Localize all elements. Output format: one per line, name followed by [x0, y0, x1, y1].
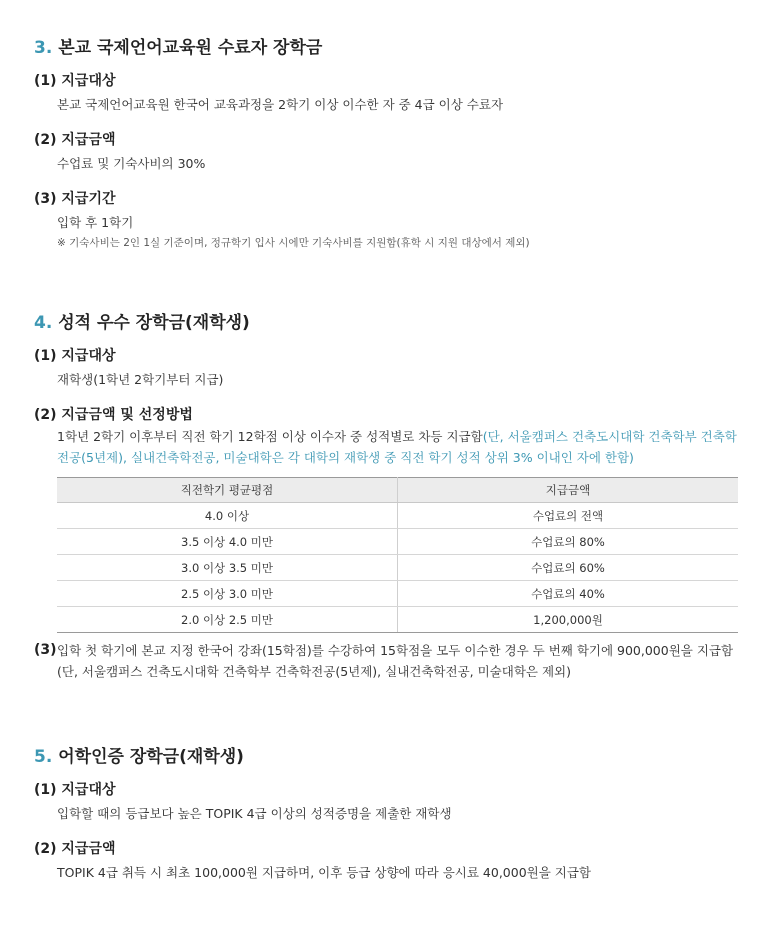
section-4-item-2-paragraph: [57, 426, 747, 468]
table-header-amount: 지급금액: [398, 478, 739, 503]
section-4-number: 4.: [34, 313, 53, 333]
table-cell-amount: 수업료의 60%: [398, 555, 739, 581]
section-3-title-text: 본교 국제언어교육원 수료자 장학금: [58, 38, 323, 58]
section-3-item-2-label: (2) 지급금액: [34, 132, 116, 148]
section-3-item-1-text: 본교 국제언어교육원 한국어 교육과정을 2학기 이상 이수한 자 중 4급 이상 수료자: [57, 97, 504, 112]
section-3-item-3-text: 입학 후 1학기: [57, 215, 134, 230]
table-cell-amount: 수업료의 전액: [398, 503, 739, 529]
section-4-item-3-label: (3): [34, 642, 57, 658]
section-5-item-2-text: TOPIK 4급 취득 시 최초 100,000원 지급하며, 이후 등급 상향에 따라 응시료 40,000원을 지급함: [57, 865, 592, 880]
table-cell-amount: 수업료의 40%: [398, 581, 739, 607]
section-5-item-2-label: (2) 지급금액: [34, 841, 116, 857]
section-3-number: 3.: [34, 38, 53, 58]
section-5-title: [34, 742, 244, 767]
table-cell-amount: 수업료의 80%: [398, 529, 739, 555]
section-3-title: [34, 33, 322, 58]
table-cell-gpa: 2.5 이상 3.0 미만: [57, 581, 398, 607]
table-cell-gpa: 3.5 이상 4.0 미만: [57, 529, 398, 555]
table-cell-amount: 1,200,000원: [398, 607, 739, 633]
table-row: [57, 581, 738, 607]
section-4-title: [34, 308, 250, 333]
table-row: [57, 503, 738, 529]
section-5-title-text: 어학인증 장학금(재학생): [58, 747, 244, 767]
section-4-item-2-highlight: (단, 서울캠퍼스 건축도시대학 건축학부 건축학전공(5년제), 실내건축학전공, 미술대학은 각 대학의 재학생 중 직전 학기 성적 상위 3% 이내인 자에 한함): [57, 429, 737, 465]
section-4-title-text: 성적 우수 장학금(재학생): [58, 313, 250, 333]
table-header-gpa: 직전학기 평균평점: [57, 478, 398, 503]
section-5-item-1-label: (1) 지급대상: [34, 782, 116, 798]
table-row: [57, 555, 738, 581]
section-3-item-2-text: 수업료 및 기숙사비의 30%: [57, 156, 206, 171]
section-4-item-2-label: (2) 지급금액 및 선정방법: [34, 407, 193, 423]
section-4-item-3-text: 입학 첫 학기에 본교 지정 한국어 강좌(15학점)를 수강하여 15학점을 모두 이수한 경우 두 번째 학기에 900,000원을 지급함 (단, 서울캠퍼스 건축도시대학 건축학부 건축학전공(5년제), 실내건축학전공, 미술대학은 제외): [57, 643, 734, 679]
section-3-item-1-label: (1) 지급대상: [34, 73, 116, 89]
grade-scholarship-table: [57, 477, 738, 633]
section-3-item-3-label: (3) 지급기간: [34, 191, 116, 207]
section-5-number: 5.: [34, 747, 53, 767]
section-4-item-1-text: 재학생(1학년 2학기부터 지급): [57, 372, 224, 387]
table-row: [57, 529, 738, 555]
table-header-row: [57, 478, 738, 503]
table-cell-gpa: 4.0 이상: [57, 503, 398, 529]
section-3-note: ※ 기숙사비는 2인 1실 기준이며, 정규학기 입사 시에만 기숙사비를 지원함(휴학 시 지원 대상에서 제외): [57, 237, 530, 249]
table-cell-gpa: 3.0 이상 3.5 미만: [57, 555, 398, 581]
section-5-item-1-text: 입학할 때의 등급보다 높은 TOPIK 4급 이상의 성적증명을 제출한 재학생: [57, 806, 452, 821]
section-4-item-2-text: 1학년 2학기 이후부터 직전 학기 12학점 이상 이수자 중 성적별로 차등 지급함: [57, 429, 483, 444]
section-4-item-1-label: (1) 지급대상: [34, 348, 116, 364]
table-row: [57, 607, 738, 633]
table-cell-gpa: 2.0 이상 2.5 미만: [57, 607, 398, 633]
